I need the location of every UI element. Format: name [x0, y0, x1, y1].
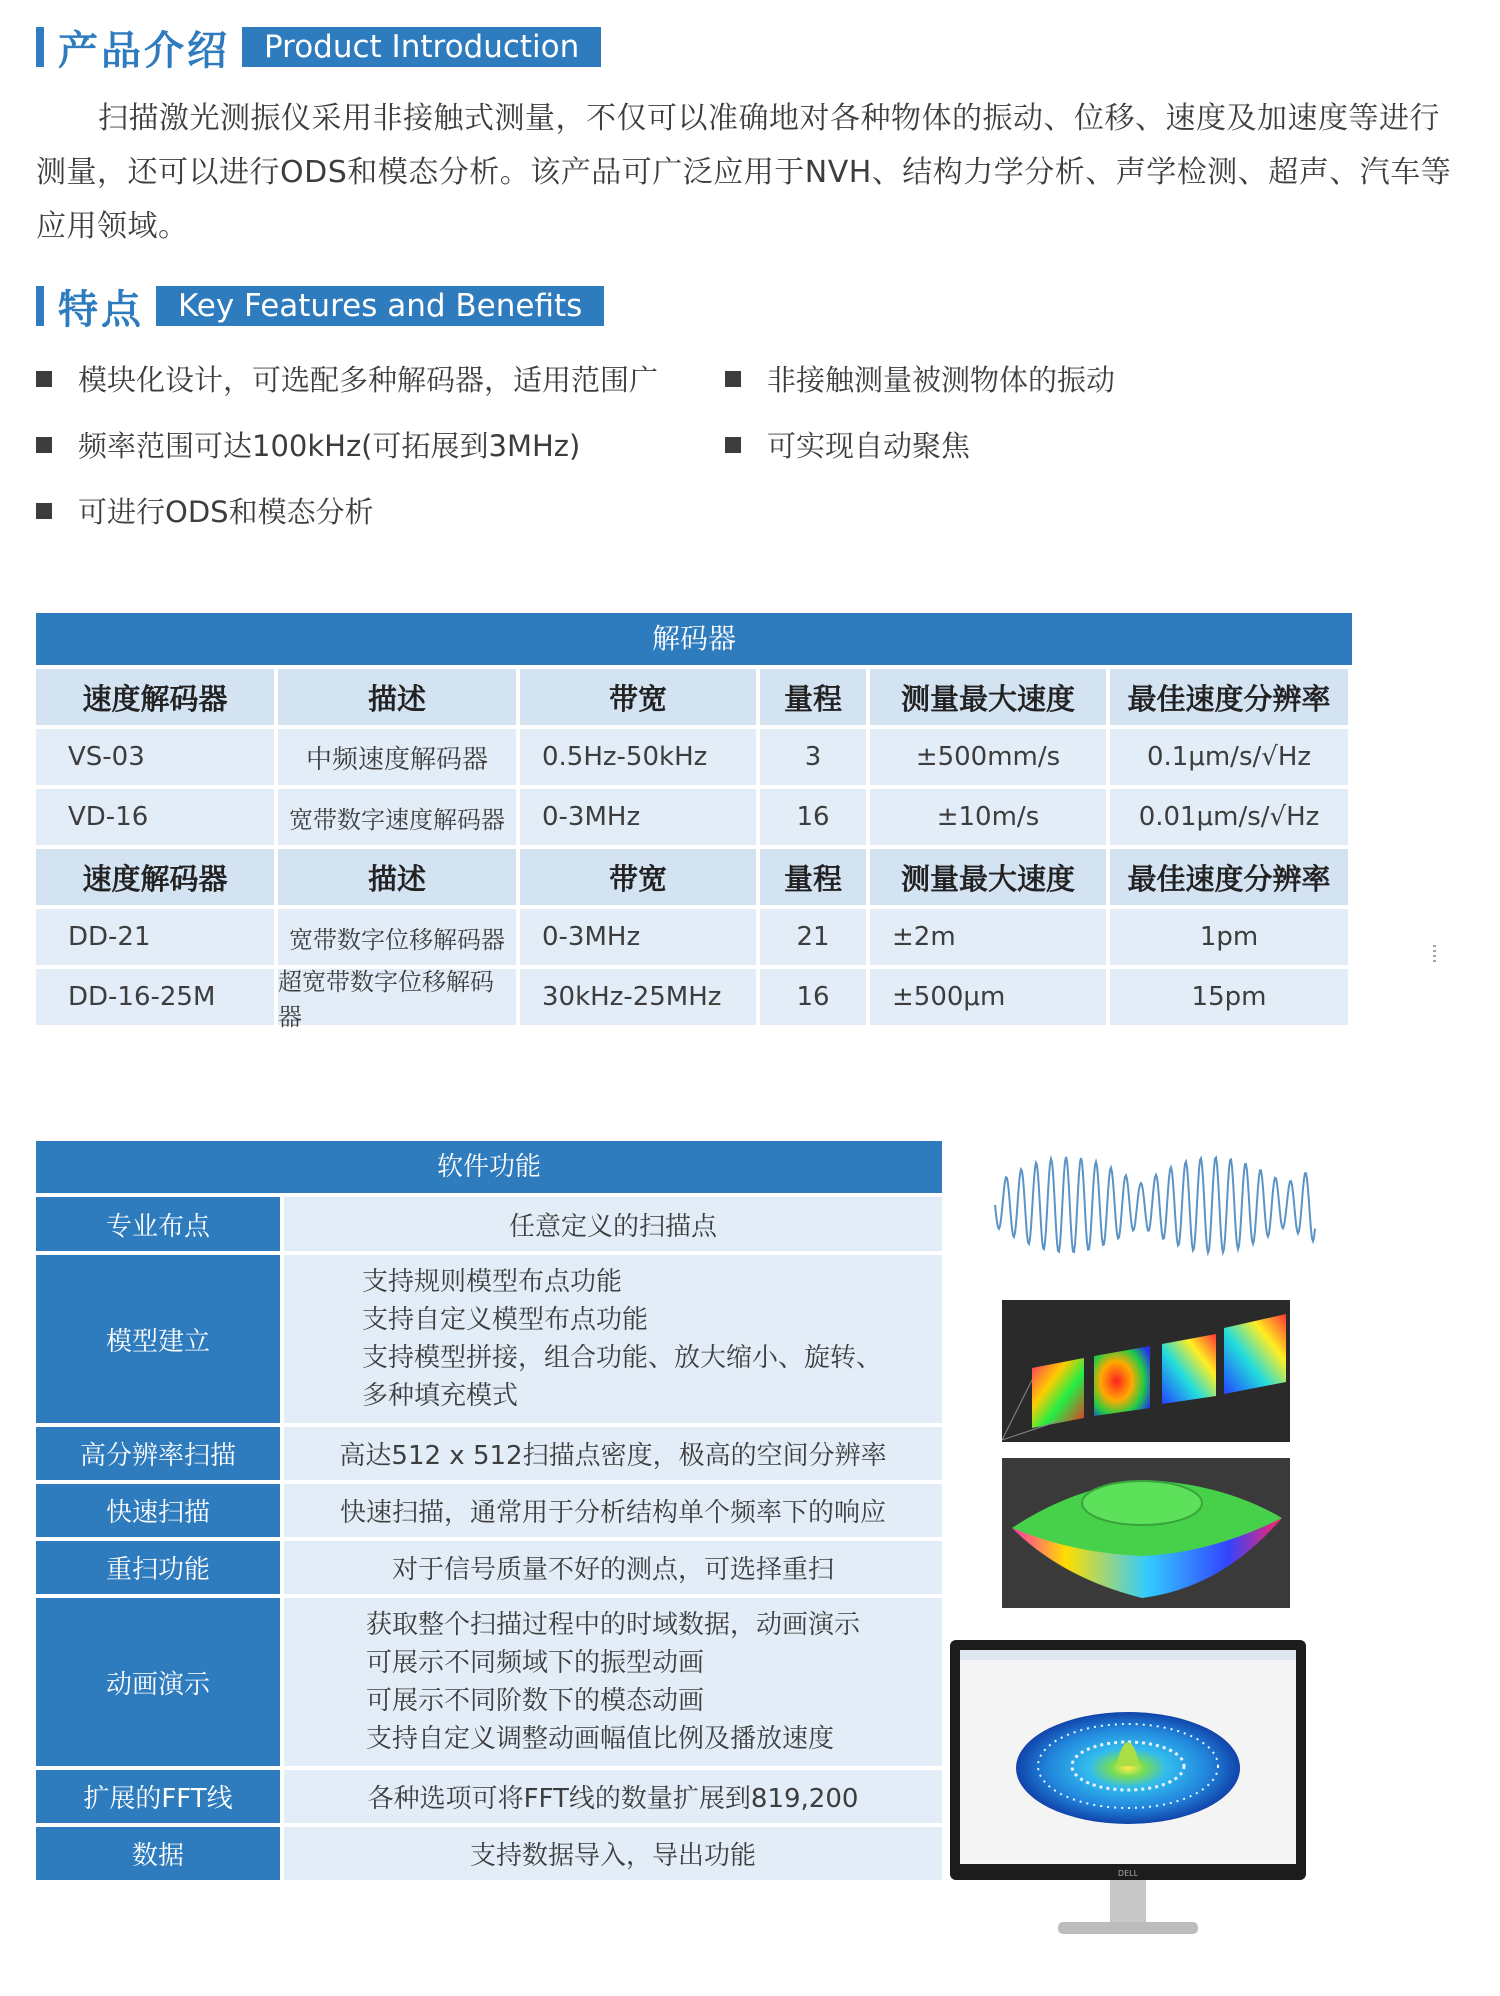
feature-item [725, 424, 970, 465]
table-cell: ±10m/s [870, 789, 1106, 845]
bullet-square-icon [36, 437, 52, 453]
value-line: 多种填充模式 [362, 1381, 519, 1411]
value-line: 可展示不同频域下的振型动画 [366, 1648, 705, 1678]
value-line: 支持规则模型布点功能 [362, 1267, 623, 1297]
table-row [36, 1197, 942, 1251]
feature-text: 频率范围可达100kHz(可拓展到3MHz) [78, 429, 581, 463]
table-cell: 宽带数字速度解码器 [278, 789, 516, 845]
feature-key: 专业布点 [36, 1197, 280, 1251]
feature-value [284, 1255, 942, 1423]
feature-item [725, 358, 1115, 399]
table-cell: ±2m [870, 909, 1106, 965]
feature-item [36, 358, 658, 399]
header-cell: 最佳速度分辨率 [1110, 849, 1348, 905]
monitor-stand [1058, 1922, 1198, 1934]
table-cell: DD-16-25M [36, 969, 274, 1025]
table-cell: ±500μm [870, 969, 1106, 1025]
scan-panel [1224, 1314, 1286, 1394]
features-heading [36, 283, 604, 333]
feature-text: 可进行ODS和模态分析 [78, 495, 374, 529]
table-row [36, 1427, 942, 1480]
value-line: 支持自定义模型布点功能 [362, 1305, 649, 1335]
monitor-illustration [950, 1640, 1310, 1940]
table-row [36, 1484, 942, 1537]
waveform-line [995, 1157, 1315, 1253]
header-cell: 速度解码器 [36, 849, 274, 905]
table-cell: 0.5Hz-50kHz [520, 729, 756, 785]
screen-titlebar [960, 1650, 1296, 1660]
header-cell: 测量最大速度 [870, 669, 1106, 725]
table-cell: 16 [760, 969, 866, 1025]
feature-text: 非接触测量被测物体的振动 [767, 363, 1116, 397]
table-row [36, 1598, 942, 1766]
value-line: 可展示不同阶数下的模态动画 [366, 1686, 705, 1716]
decorative-dots [1433, 945, 1436, 963]
header-cell: 描述 [278, 669, 516, 725]
table-row [36, 1255, 942, 1423]
table-cell: 16 [760, 789, 866, 845]
scan-panels-illustration [1002, 1300, 1290, 1442]
header-cell: 描述 [278, 849, 516, 905]
bullet-square-icon [36, 371, 52, 387]
header-cell: 带宽 [520, 669, 756, 725]
table-cell: 1pm [1110, 909, 1348, 965]
feature-text: 可实现自动聚焦 [767, 429, 971, 463]
table-cell: 中频速度解码器 [278, 729, 516, 785]
software-table-title: 软件功能 [36, 1141, 942, 1193]
features-heading-en: Key Features and Benefits [156, 286, 604, 326]
bullet-square-icon [36, 503, 52, 519]
table-row [36, 1827, 942, 1880]
table-cell: 30kHz-25MHz [520, 969, 756, 1025]
table-cell: 21 [760, 909, 866, 965]
value-line: 获取整个扫描过程中的时域数据，动画演示 [366, 1610, 861, 1640]
feature-key: 高分辨率扫描 [36, 1427, 280, 1480]
table-cell: 宽带数字位移解码器 [278, 909, 516, 965]
intro-heading [36, 24, 601, 74]
value-line: 支持自定义调整动画幅值比例及播放速度 [366, 1724, 835, 1754]
waveform-illustration [990, 1125, 1320, 1285]
feature-item [36, 424, 580, 465]
table-row [36, 909, 1352, 965]
intro-text: 扫描激光测振仪采用非接触式测量，不仅可以准确地对各种物体的振动、位移、速度及加速度等进行测量，还可以进行ODS和模态分析。该产品可广泛应用于NVH、结构力学分析、声学检测、超声、汽车等应用领域。 [36, 101, 1452, 244]
header-cell: 最佳速度分辨率 [1110, 669, 1348, 725]
decoder-table-title: 解码器 [36, 613, 1352, 665]
feature-key: 数据 [36, 1827, 280, 1880]
bullet-square-icon [725, 437, 741, 453]
feature-text: 模块化设计，可选配多种解码器，适用范围广 [78, 363, 659, 397]
table-cell: 15pm [1110, 969, 1348, 1025]
table-cell: 0.01μm/s/√Hz [1110, 789, 1348, 845]
header-cell: 带宽 [520, 849, 756, 905]
header-cell: 速度解码器 [36, 669, 274, 725]
feature-value: 各种选项可将FFT线的数量扩展到819,200 [284, 1770, 942, 1823]
monitor-brand-logo: DELL [1117, 1869, 1139, 1878]
table-cell: VD-16 [36, 789, 274, 845]
intro-heading-en: Product Introduction [242, 27, 601, 67]
table-row [36, 968, 1352, 1031]
feature-key: 快速扫描 [36, 1484, 280, 1537]
feature-key: 模型建立 [36, 1255, 280, 1423]
table-cell: ±500mm/s [870, 729, 1106, 785]
table-row [36, 1770, 942, 1823]
table-row [36, 1541, 942, 1594]
table-header-row [36, 669, 1352, 725]
table-cell: 0-3MHz [520, 789, 756, 845]
table-cell: 0.1μm/s/√Hz [1110, 729, 1348, 785]
feature-key: 重扫功能 [36, 1541, 280, 1594]
scan-panel [1094, 1346, 1150, 1416]
feature-key: 扩展的FFT线 [36, 1770, 280, 1823]
feature-value: 支持数据导入，导出功能 [284, 1827, 942, 1880]
value-line: 支持模型拼接，组合功能、放大缩小、旋转、 [362, 1343, 883, 1373]
software-table [36, 1141, 942, 1880]
feature-key: 动画演示 [36, 1598, 280, 1766]
header-cell: 量程 [760, 669, 866, 725]
table-cell: VS-03 [36, 729, 274, 785]
table-header-row [36, 849, 1352, 905]
heading-bar [36, 27, 44, 67]
table-cell: DD-21 [36, 909, 274, 965]
feature-value: 对于信号质量不好的测点，可选择重扫 [284, 1541, 942, 1594]
intro-heading-cn: 产品介绍 [58, 27, 230, 74]
bullet-square-icon [725, 371, 741, 387]
feature-value: 任意定义的扫描点 [284, 1197, 942, 1251]
feature-item [36, 490, 374, 531]
features-heading-cn: 特点 [58, 286, 144, 333]
table-cell: 3 [760, 729, 866, 785]
table-row [36, 729, 1352, 785]
feature-value [284, 1598, 942, 1766]
feature-value: 快速扫描，通常用于分析结构单个频率下的响应 [284, 1484, 942, 1537]
heading-bar [36, 286, 44, 326]
feature-value: 高达512 x 512扫描点密度，极高的空间分辨率 [284, 1427, 942, 1480]
table-cell: 0-3MHz [520, 909, 756, 965]
table-cell: 超宽带数字位移解码器 [278, 969, 516, 1025]
scan-panel [1162, 1334, 1216, 1404]
mode-shape-hub [1082, 1481, 1202, 1525]
mode-shape-illustration [1002, 1458, 1290, 1608]
monitor-neck [1110, 1880, 1146, 1924]
header-cell: 量程 [760, 849, 866, 905]
scan-panel [1032, 1358, 1084, 1428]
header-cell: 测量最大速度 [870, 849, 1106, 905]
decoder-table [36, 613, 1352, 1031]
table-row [36, 789, 1352, 845]
